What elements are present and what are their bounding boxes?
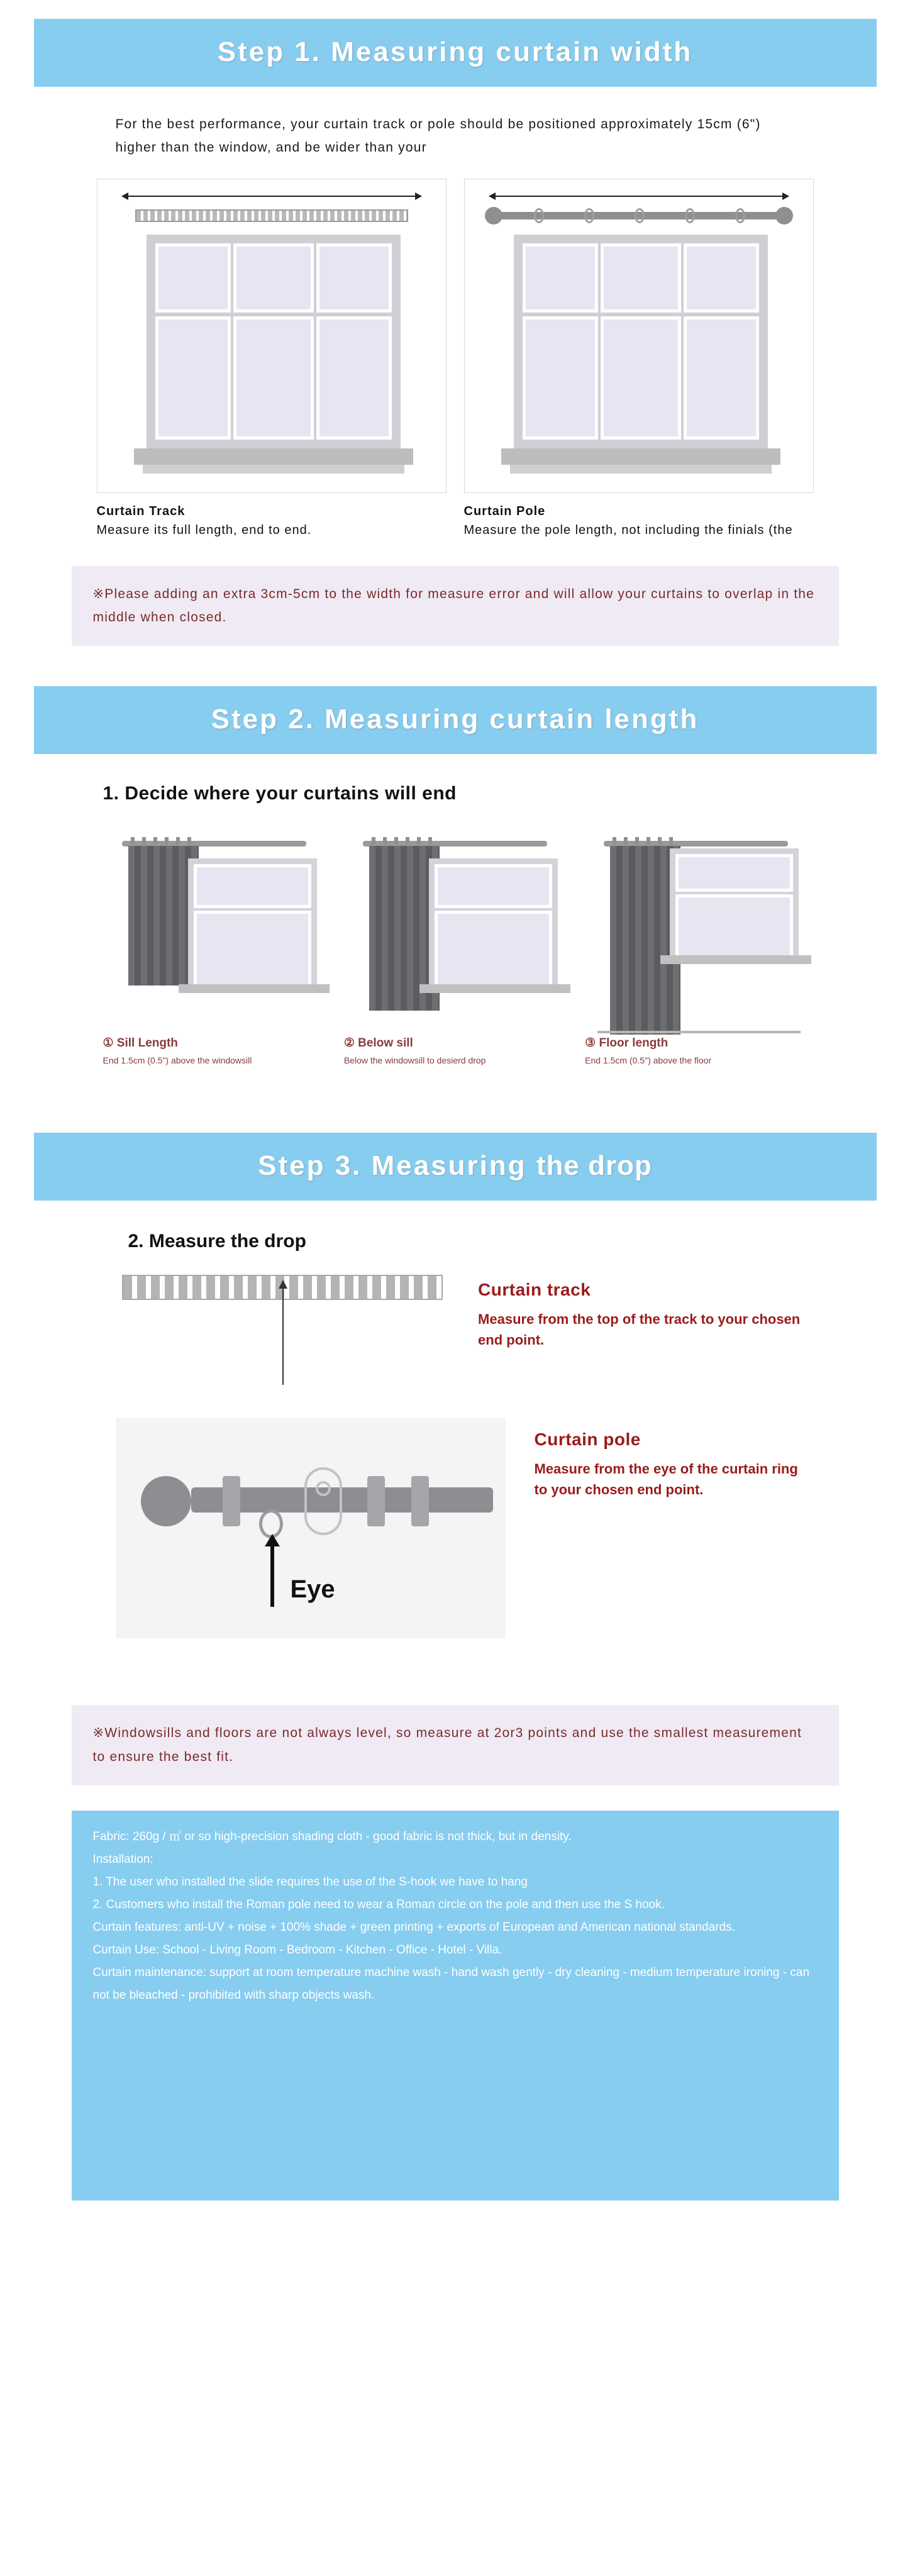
step1-note: ※Please adding an extra 3cm-5cm to the width for measure error and will allow your curtains to overlap in the middle when closed.	[72, 566, 839, 647]
footer-line: Curtain features: anti-UV + noise + 100% shade + green printing + exports of European and American national standards.	[92, 1921, 735, 1935]
option-desc: Below the windowsill to desierd drop	[343, 1055, 486, 1066]
spacer	[34, 646, 877, 686]
window-pane	[675, 854, 793, 892]
window-pane	[523, 243, 598, 313]
window-pane	[435, 911, 552, 990]
footer-line: Curtain Use: School - Living Room - Bedroom - Kitchen - Office - Hotel - Villa.	[92, 1943, 502, 1957]
option-label: ③ Floor length	[585, 1036, 669, 1050]
curtain-track-title: Curtain Track	[96, 504, 186, 518]
curtain-ring-icon	[635, 208, 645, 223]
pole-finial-right-icon	[775, 207, 793, 225]
window-frame-icon	[514, 235, 768, 448]
drop-pole-row	[34, 1407, 877, 1638]
window-pane	[684, 243, 759, 313]
eye-measure-arrow-icon	[270, 1538, 274, 1607]
step3-title-main: Step 3. Measuring	[258, 1150, 536, 1182]
window-pane	[155, 243, 231, 313]
curtain-pole-illustration	[464, 179, 814, 493]
pole-bracket-icon	[367, 1476, 385, 1526]
window-sill-icon	[134, 448, 413, 465]
curtain-track-desc: Measure its full length, end to end.	[96, 523, 312, 537]
pole-finial-left-icon	[485, 207, 502, 225]
step3-heading: 2. Measure the drop	[128, 1231, 306, 1252]
below-sill-illustration	[344, 823, 566, 1031]
drop-track-row	[34, 1257, 877, 1407]
window-frame-icon	[188, 858, 317, 984]
option-label: ① Sill Length	[103, 1036, 178, 1050]
drop-measure-arrow-icon	[282, 1281, 284, 1385]
step1-banner: Step 1. Measuring curtain width	[34, 19, 877, 87]
footer-line: 1. The user who installed the slide requires the use of the S-hook we have to hang	[92, 1875, 528, 1889]
window-pane	[675, 894, 793, 961]
curtain-ring-icon	[685, 208, 695, 223]
step3-note: ※Windowsills and floors are not always level, so measure at 2or3 points and use the smallest measurement to ensure the best fit.	[72, 1705, 839, 1785]
window-frame-icon	[429, 858, 558, 984]
curtain-ring-icon	[735, 208, 745, 223]
step2-heading: 1. Decide where your curtains will end	[103, 783, 457, 804]
window-pane	[194, 911, 311, 990]
sill-length-illustration	[103, 823, 325, 1031]
spacer	[34, 1638, 877, 1679]
window-pane	[194, 864, 311, 908]
track-rail-icon	[135, 209, 408, 222]
footer-line: Curtain maintenance: support at room temperature machine wash - hand wash gently - dry cleaning - medium temperature ironing - can not be bleached - prohibited with sharp objects wash.	[92, 1966, 810, 2002]
curtain-track-label: Curtain track	[478, 1280, 591, 1300]
window-pane	[601, 243, 681, 313]
option-sill-length	[103, 823, 325, 1067]
track-drop-text	[478, 1269, 813, 1350]
footer-line: 2. Customers who install the Roman pole need to wear a Roman circle on the pole and then use the S hook.	[92, 1897, 665, 1911]
step2-options-row	[34, 811, 877, 1067]
window-pane	[233, 316, 314, 440]
window-pane	[684, 316, 759, 440]
window-sill-icon	[660, 955, 811, 964]
window-sill-icon	[179, 984, 330, 993]
window-sill-icon	[419, 984, 570, 993]
grommet-icon	[304, 1467, 342, 1535]
floor-line-icon	[597, 1031, 801, 1033]
step3-title-sub: the drop	[536, 1150, 652, 1182]
eye-label: Eye	[290, 1575, 335, 1604]
step2-banner: Step 2. Measuring curtain length	[34, 686, 877, 754]
curtain-rings-icon	[372, 837, 437, 845]
footer-line: Installation:	[92, 1852, 153, 1866]
floor-length-illustration	[585, 823, 807, 1031]
width-arrow-icon	[128, 196, 416, 197]
curtain-pole-card	[464, 179, 814, 540]
window-pane	[601, 316, 681, 440]
window-frame-icon	[147, 235, 401, 448]
window-pane	[316, 243, 392, 313]
curtain-rings-icon	[613, 837, 678, 845]
curtain-pole-label: Curtain pole	[534, 1430, 641, 1450]
curtain-pole-caption	[464, 493, 814, 540]
window-frame-icon	[670, 848, 799, 955]
option-floor-length	[585, 823, 807, 1067]
window-sill-lower-icon	[510, 465, 772, 474]
pole-drop-text	[535, 1418, 814, 1500]
step3-banner	[34, 1133, 877, 1201]
pole-finial-icon	[141, 1476, 191, 1526]
spacer	[34, 1108, 877, 1133]
curtain-ring-icon	[584, 208, 594, 223]
content-wrapper	[34, 0, 877, 2201]
pole-bracket-icon	[223, 1476, 240, 1526]
pole-bracket-icon	[411, 1476, 429, 1526]
window-pane	[435, 864, 552, 908]
window-pane	[316, 316, 392, 440]
curtain-pole-desc: Measure the pole length, not including the finials (the	[463, 523, 793, 537]
option-desc: End 1.5cm (0.5") above the floor	[585, 1055, 712, 1066]
curtain-track-illustration	[97, 179, 447, 493]
window-sill-lower-icon	[143, 465, 404, 474]
footer-line: Fabric: 260g / ㎡ or so high-precision shading cloth - good fabric is not thick, but in density.	[92, 1829, 572, 1843]
grommet-inner-icon	[316, 1481, 331, 1496]
window-pane	[155, 316, 231, 440]
width-arrow-icon	[495, 196, 783, 197]
curtain-track-instruction: Measure from the top of the track to your chosen end point.	[478, 1311, 801, 1348]
product-details-block	[72, 1811, 839, 2201]
curtain-pole-title: Curtain Pole	[463, 504, 546, 518]
spacer	[34, 1067, 877, 1108]
option-desc: End 1.5cm (0.5") above the windowsill	[103, 1055, 252, 1066]
window-pane	[523, 316, 598, 440]
window-sill-icon	[501, 448, 780, 465]
track-art	[116, 1269, 450, 1407]
step1-intro-text: For the best performance, your curtain track or pole should be positioned approximately 15cm (6") higher than the window, and be wider than your	[115, 117, 761, 155]
pole-art	[116, 1418, 506, 1638]
curtain-track-card	[97, 179, 447, 540]
curtain-ring-icon	[534, 208, 544, 223]
step1-diagram-row	[34, 179, 877, 540]
curtain-track-caption	[97, 493, 447, 540]
pole-drop-illustration	[116, 1418, 506, 1638]
window-pane	[233, 243, 314, 313]
track-drop-illustration	[116, 1269, 450, 1407]
option-label: ② Below sill	[343, 1036, 413, 1050]
curtain-rings-icon	[131, 837, 196, 845]
option-below-sill	[344, 823, 566, 1067]
curtain-pole-instruction: Measure from the eye of the curtain ring to your chosen end point.	[534, 1461, 798, 1498]
